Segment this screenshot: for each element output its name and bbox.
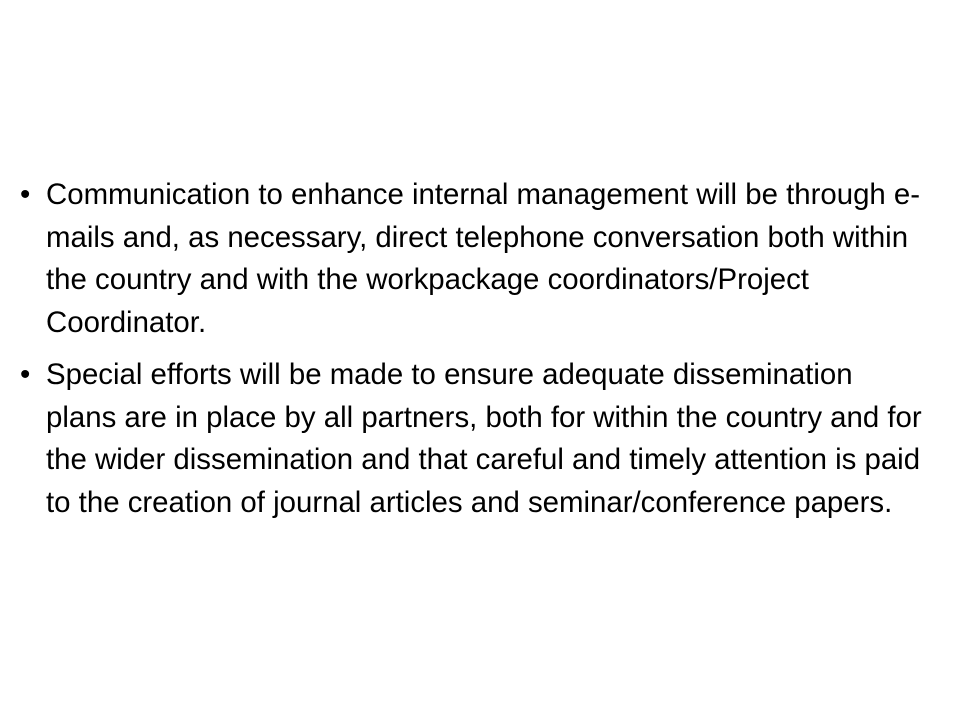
bullet-list	[20, 174, 925, 534]
bullet-text-communication: Communication to enhance internal management will be through e-mails and, as necessary, direct telephone conversation both within the country and with the workpackage coordinators/Project Coordinator.	[46, 178, 921, 339]
bullet-marker: •	[20, 358, 31, 391]
bullet-text-dissemination: Special efforts will be made to ensure adequate dissemination plans are in place by all partners, both for within the country and for the wider dissemination and that careful and timely attention is paid to the creation of journal articles and seminar/conference papers.	[46, 358, 922, 519]
bullet-item-communication	[20, 174, 925, 344]
bullet-marker: •	[20, 178, 31, 211]
bullet-item-dissemination	[20, 354, 925, 524]
